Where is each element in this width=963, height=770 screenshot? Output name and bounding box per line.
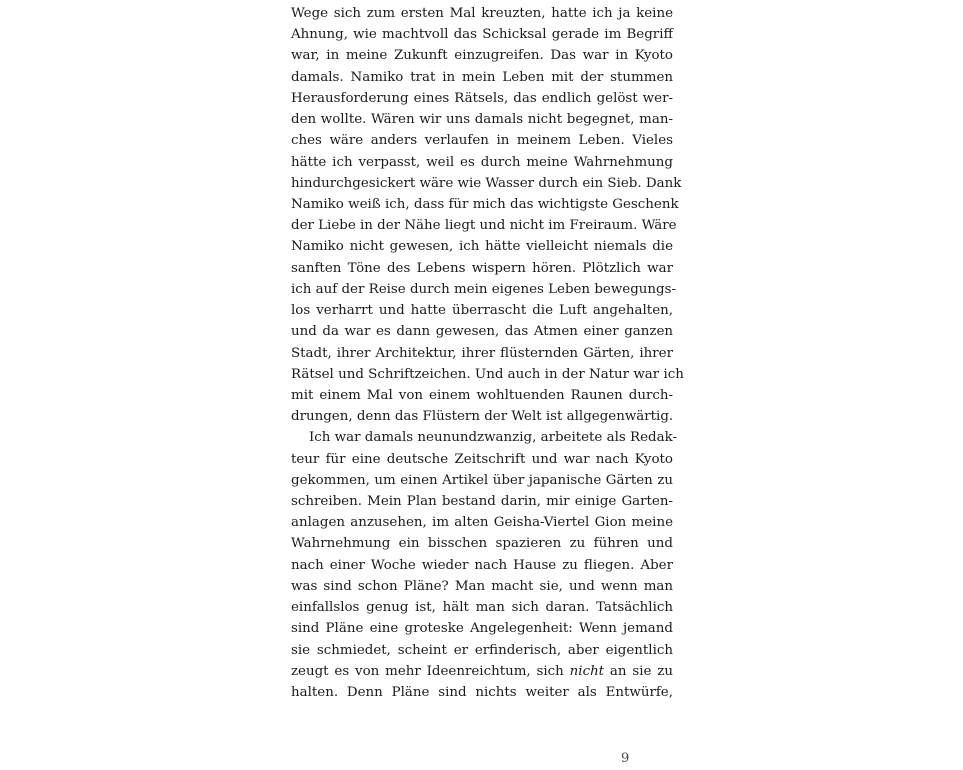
text-line (291, 321, 673, 342)
text-segment: einfallslos genug ist, hält man sich daran. Tatsächlich (291, 600, 673, 616)
text-line (291, 661, 673, 682)
text-segment: nach einer Woche wieder nach Hause zu fliegen. Aber (291, 557, 673, 573)
text-segment: sind Pläne eine groteske Angelegenheit: Wenn jemand (291, 621, 673, 637)
text-line (291, 3, 673, 24)
emphasis-text: nicht (569, 663, 605, 679)
text-segment: sie schmiedet, scheint er erfinderisch, aber eigentlich (291, 642, 673, 658)
text-segment: damals. Namiko trat in mein Leben mit der stummen (291, 69, 673, 85)
text-segment: an sie zu (604, 663, 673, 679)
text-line (291, 173, 682, 194)
text-segment: teur für eine deutsche Zeitschrift und war nach Kyoto (291, 451, 673, 467)
text-line (291, 682, 673, 703)
text-line (291, 427, 677, 448)
text-segment: Namiko weiß ich, dass für mich das wichtigste Geschenk (291, 196, 679, 212)
text-segment: Namiko nicht gewesen, ich hätte vielleicht niemals die (291, 239, 673, 255)
text-line (291, 576, 673, 597)
text-segment: Wege sich zum ersten Mal kreuzten, hatte ich ja keine (291, 6, 673, 21)
text-segment: gekommen, um einen Artikel über japanische Gärten zu (291, 472, 673, 488)
text-line (291, 491, 673, 512)
text-line (291, 364, 684, 385)
text-line (291, 236, 673, 257)
text-line (291, 24, 673, 45)
text-segment: Ahnung, wie machtvoll das Schicksal gerade im Begriff (291, 27, 673, 43)
text-line (291, 45, 673, 66)
text-segment: war, in meine Zukunft einzugreifen. Das war in Kyoto (291, 48, 673, 64)
text-segment: und da war es dann gewesen, das Atmen einer ganzen (291, 324, 673, 340)
text-line (291, 406, 673, 427)
text-segment: Stadt, ihrer Architektur, ihrer flüsternden Gärten, ihrer (291, 345, 673, 361)
text-line (291, 215, 677, 236)
text-segment: ich auf der Reise durch mein eigenes Leben bewegungs- (291, 281, 676, 297)
text-segment: der Liebe in der Nähe liegt und nicht im Freiraum. Wäre (291, 218, 677, 234)
text-segment: den wollte. Wären wir uns damals nicht begegnet, man- (291, 112, 673, 128)
text-segment: was sind schon Pläne? Man macht sie, und wenn man (291, 578, 673, 594)
text-line (291, 194, 679, 215)
text-line (291, 449, 673, 470)
text-segment: sanften Töne des Lebens wispern hören. Plötzlich war (291, 260, 673, 276)
text-line (291, 385, 673, 406)
text-line (291, 618, 673, 639)
text-line (291, 109, 673, 130)
text-segment: los verharrt und hatte überrascht die Luft angehalten, (291, 303, 673, 319)
text-segment: Herausforderung eines Rätsels, das endlich gelöst wer- (291, 90, 673, 106)
text-segment: Ich war damals neunundzwanzig, arbeitete als Redak- (309, 430, 677, 446)
text-segment: schreiben. Mein Plan bestand darin, mir einige Garten- (291, 494, 673, 510)
text-line (291, 470, 673, 491)
text-line (291, 597, 673, 618)
text-line (291, 512, 673, 533)
text-segment: hätte ich verpasst, weil es durch meine Wahrnehmung (291, 154, 673, 170)
text-segment: ches wäre anders verlaufen in meinem Leben. Vieles (291, 133, 673, 149)
text-line (291, 279, 676, 300)
text-line (291, 300, 673, 321)
text-segment: hindurchgesickert wäre wie Wasser durch ein Sieb. Dank (291, 175, 682, 191)
text-segment: halten. Denn Pläne sind nichts weiter als Entwürfe, (291, 685, 673, 700)
text-line (291, 258, 673, 279)
text-line (291, 640, 673, 661)
text-segment: Rätsel und Schriftzeichen. Und auch in der Natur war ich (291, 366, 684, 382)
text-line (291, 533, 673, 554)
text-line (291, 343, 673, 364)
text-line (291, 555, 673, 576)
text-segment: drungen, denn das Flüstern der Welt ist allgegenwärtig. (291, 409, 674, 425)
text-segment: mit einem Mal von einem wohltuenden Raunen durch- (291, 387, 673, 403)
text-line (291, 67, 673, 88)
text-segment: zeugt es von mehr Ideenreichtum, sich (291, 663, 570, 679)
text-line (291, 130, 673, 151)
page-number: 9 (621, 751, 630, 766)
text-segment: Wahrnehmung ein bisschen spazieren zu führen und (291, 536, 673, 552)
text-line (291, 88, 673, 109)
text-segment: anlagen anzusehen, im alten Geisha-Viertel Gion meine (291, 515, 673, 531)
body-text (291, 3, 684, 703)
text-line (291, 152, 673, 173)
